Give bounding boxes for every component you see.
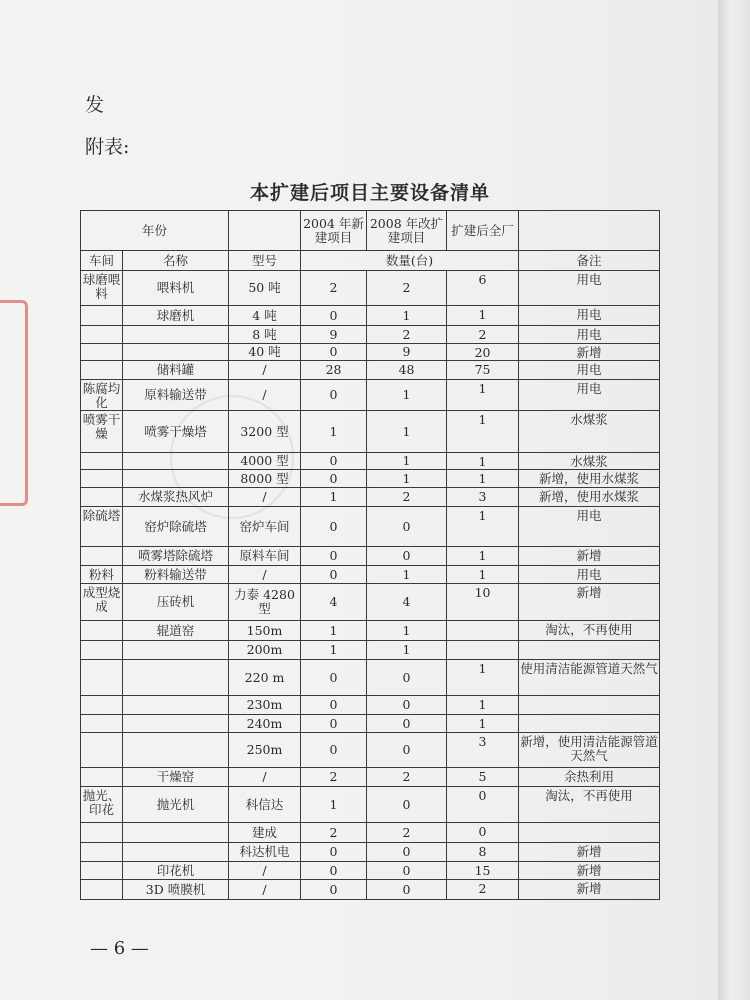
row-name: 粉料输送带 [123,566,229,584]
row-qty-2008: 0 [367,547,447,566]
row-name [123,470,229,488]
row-workshop [81,696,123,715]
header-note: 备注 [519,251,660,271]
row-qty-2008: 1 [367,380,447,411]
row-qty-2008: 0 [367,715,447,733]
row-qty-after [447,621,519,641]
row-model: 建成 [229,823,301,843]
row-model: / [229,880,301,900]
row-note: 水煤浆 [519,411,660,453]
row-model: / [229,862,301,880]
row-name [123,823,229,843]
row-qty-after: 2 [447,880,519,900]
row-workshop: 成型烧成 [81,584,123,621]
table-row [81,823,660,843]
row-qty-2004: 0 [301,696,367,715]
row-qty-after [447,641,519,660]
row-note: 用电 [519,507,660,547]
table-row [81,380,660,411]
row-workshop [81,733,123,768]
row-name: 喂料机 [123,271,229,306]
table-row [81,641,660,660]
row-qty-after: 1 [447,306,519,326]
row-qty-after: 15 [447,862,519,880]
row-qty-after: 1 [447,507,519,547]
row-note: 新增 [519,344,660,361]
row-qty-after: 1 [447,660,519,696]
row-model: 200m [229,641,301,660]
row-model: 250m [229,733,301,768]
row-workshop [81,715,123,733]
row-model: 8000 型 [229,470,301,488]
row-name [123,696,229,715]
row-qty-2008: 4 [367,584,447,621]
header-row-columns [81,251,660,271]
row-workshop [81,843,123,862]
row-note: 用电 [519,306,660,326]
red-stamp [0,300,28,506]
row-qty-2004: 9 [301,326,367,344]
row-qty-2004: 0 [301,566,367,584]
row-name: 水煤浆热风炉 [123,488,229,507]
table-row [81,584,660,621]
row-name [123,344,229,361]
row-qty-2008: 1 [367,641,447,660]
row-qty-2008: 0 [367,660,447,696]
row-qty-after: 8 [447,843,519,862]
row-qty-2008: 1 [367,306,447,326]
row-model: 40 吨 [229,344,301,361]
header-name: 名称 [123,251,229,271]
row-qty-2008: 0 [367,696,447,715]
row-qty-2008: 48 [367,361,447,380]
row-note: 用电 [519,271,660,306]
row-model: / [229,488,301,507]
row-name: 窑炉除硫塔 [123,507,229,547]
row-qty-2008: 1 [367,470,447,488]
row-qty-2004: 0 [301,470,367,488]
row-model: / [229,380,301,411]
row-note: 余热利用 [519,768,660,787]
row-model: 3200 型 [229,411,301,453]
row-qty-after: 0 [447,823,519,843]
row-note: 用电 [519,361,660,380]
row-qty-2008: 2 [367,768,447,787]
row-note: 新增 [519,843,660,862]
row-qty-after: 1 [447,566,519,584]
row-note [519,823,660,843]
row-qty-2004: 4 [301,584,367,621]
row-note: 淘汰，不再使用 [519,787,660,823]
row-qty-after: 10 [447,584,519,621]
table-row [81,271,660,306]
row-qty-after: 1 [447,547,519,566]
header-blank-note [519,211,660,251]
row-name: 干燥窑 [123,768,229,787]
table-row [81,547,660,566]
row-name [123,715,229,733]
header-2004: 2004 年新建项目 [301,211,367,251]
row-qty-after: 1 [447,470,519,488]
row-qty-2004: 2 [301,768,367,787]
table-row [81,361,660,380]
row-note: 用电 [519,380,660,411]
row-name: 3D 喷膜机 [123,880,229,900]
row-name [123,453,229,470]
row-qty-2008: 2 [367,823,447,843]
table-row [81,768,660,787]
row-note: 新增，使用清洁能源管道天然气 [519,733,660,768]
row-workshop [81,823,123,843]
row-qty-after: 2 [447,326,519,344]
table-row [81,344,660,361]
table-row [81,660,660,696]
row-model: 50 吨 [229,271,301,306]
row-workshop: 粉料 [81,566,123,584]
row-workshop [81,621,123,641]
row-qty-2004: 0 [301,453,367,470]
row-qty-2008: 0 [367,507,447,547]
row-qty-2004: 1 [301,621,367,641]
table-row [81,488,660,507]
table-row [81,787,660,823]
row-model: 力泰 4280 型 [229,584,301,621]
row-qty-after: 1 [447,411,519,453]
table-row [81,453,660,470]
row-workshop: 陈腐均化 [81,380,123,411]
row-name: 抛光机 [123,787,229,823]
row-qty-2004: 0 [301,660,367,696]
table-row [81,306,660,326]
header-blank [229,211,301,251]
header-year: 年份 [81,211,229,251]
row-model: 科信达 [229,787,301,823]
row-model: / [229,768,301,787]
row-qty-2008: 0 [367,843,447,862]
page-number: — 6 — [90,938,149,959]
row-name [123,843,229,862]
row-model: 240m [229,715,301,733]
row-note: 新增 [519,880,660,900]
row-qty-2004: 1 [301,411,367,453]
table-row [81,696,660,715]
row-qty-2004: 0 [301,547,367,566]
doc-heading-fa: 发 [85,94,105,116]
row-workshop [81,361,123,380]
row-note: 淘汰，不再使用 [519,621,660,641]
row-qty-2008: 2 [367,488,447,507]
row-name: 原料输送带 [123,380,229,411]
row-model: 原料车间 [229,547,301,566]
row-note: 新增 [519,547,660,566]
table-row [81,621,660,641]
table-row [81,862,660,880]
row-note: 用电 [519,326,660,344]
row-qty-after: 3 [447,733,519,768]
row-name: 压砖机 [123,584,229,621]
row-note [519,641,660,660]
header-row-years [81,211,660,251]
row-qty-2004: 0 [301,862,367,880]
row-qty-2004: 0 [301,344,367,361]
header-model: 型号 [229,251,301,271]
row-qty-after: 0 [447,787,519,823]
table-row [81,843,660,862]
row-qty-2004: 28 [301,361,367,380]
row-qty-2008: 0 [367,733,447,768]
row-qty-2008: 1 [367,566,447,584]
row-note [519,696,660,715]
row-model: 4000 型 [229,453,301,470]
row-qty-2004: 1 [301,641,367,660]
row-qty-2004: 0 [301,733,367,768]
row-workshop [81,641,123,660]
table-row [81,326,660,344]
row-workshop: 球磨喂料 [81,271,123,306]
row-qty-2008: 0 [367,862,447,880]
header-quantity: 数量(台) [301,251,519,271]
row-model: 220 m [229,660,301,696]
row-qty-2004: 2 [301,823,367,843]
row-qty-2008: 2 [367,271,447,306]
table-row [81,470,660,488]
row-name [123,326,229,344]
row-qty-after: 1 [447,380,519,411]
row-name [123,641,229,660]
table-row [81,566,660,584]
row-model: 4 吨 [229,306,301,326]
row-workshop [81,547,123,566]
row-note: 新增 [519,584,660,621]
row-qty-2008: 0 [367,787,447,823]
row-note: 水煤浆 [519,453,660,470]
row-name: 喷雾干燥塔 [123,411,229,453]
row-qty-2004: 0 [301,306,367,326]
row-note: 新增，使用水煤浆 [519,488,660,507]
row-note: 用电 [519,566,660,584]
row-qty-after: 5 [447,768,519,787]
table-title: 本扩建后项目主要设备清单 [249,182,490,204]
row-qty-2004: 0 [301,380,367,411]
row-note: 新增，使用水煤浆 [519,470,660,488]
row-qty-2004: 1 [301,488,367,507]
row-qty-after: 75 [447,361,519,380]
header-after-expansion: 扩建后全厂 [447,211,519,251]
row-note [519,715,660,733]
row-name [123,660,229,696]
row-qty-2004: 2 [301,271,367,306]
attachment-label: 附表: [85,136,130,158]
row-qty-after: 1 [447,715,519,733]
header-2008: 2008 年改扩建项目 [367,211,447,251]
row-model: 窑炉车间 [229,507,301,547]
row-workshop [81,306,123,326]
table-row [81,507,660,547]
equipment-table [80,210,660,900]
row-qty-2004: 0 [301,507,367,547]
row-model: 150m [229,621,301,641]
row-qty-after: 20 [447,344,519,361]
row-qty-2008: 1 [367,411,447,453]
row-workshop [81,880,123,900]
row-qty-2008: 9 [367,344,447,361]
row-workshop [81,768,123,787]
row-name: 辊道窑 [123,621,229,641]
row-workshop [81,862,123,880]
row-qty-2008: 1 [367,621,447,641]
row-workshop: 喷雾干燥 [81,411,123,453]
row-name: 储料罐 [123,361,229,380]
row-qty-2004: 0 [301,880,367,900]
row-model: / [229,361,301,380]
row-workshop [81,453,123,470]
row-model: 科达机电 [229,843,301,862]
header-workshop: 车间 [81,251,123,271]
row-workshop: 除硫塔 [81,507,123,547]
row-qty-2004: 0 [301,715,367,733]
row-qty-2008: 0 [367,880,447,900]
table-row [81,733,660,768]
table-row [81,715,660,733]
row-qty-after: 1 [447,696,519,715]
row-workshop [81,326,123,344]
row-workshop [81,488,123,507]
row-qty-2004: 0 [301,843,367,862]
row-workshop [81,660,123,696]
row-qty-2004: 1 [301,787,367,823]
row-workshop [81,470,123,488]
row-qty-2008: 1 [367,453,447,470]
row-qty-after: 6 [447,271,519,306]
row-qty-after: 1 [447,453,519,470]
row-note: 新增 [519,862,660,880]
row-model: 230m [229,696,301,715]
row-qty-after: 3 [447,488,519,507]
page-edge [718,0,750,1000]
table-row [81,411,660,453]
table-row [81,880,660,900]
row-workshop: 抛光、印花 [81,787,123,823]
row-name: 喷雾塔除硫塔 [123,547,229,566]
row-note: 使用清洁能源管道天然气 [519,660,660,696]
row-workshop [81,344,123,361]
row-name [123,733,229,768]
row-model: 8 吨 [229,326,301,344]
row-model: / [229,566,301,584]
row-qty-2008: 2 [367,326,447,344]
row-name: 印花机 [123,862,229,880]
row-name: 球磨机 [123,306,229,326]
